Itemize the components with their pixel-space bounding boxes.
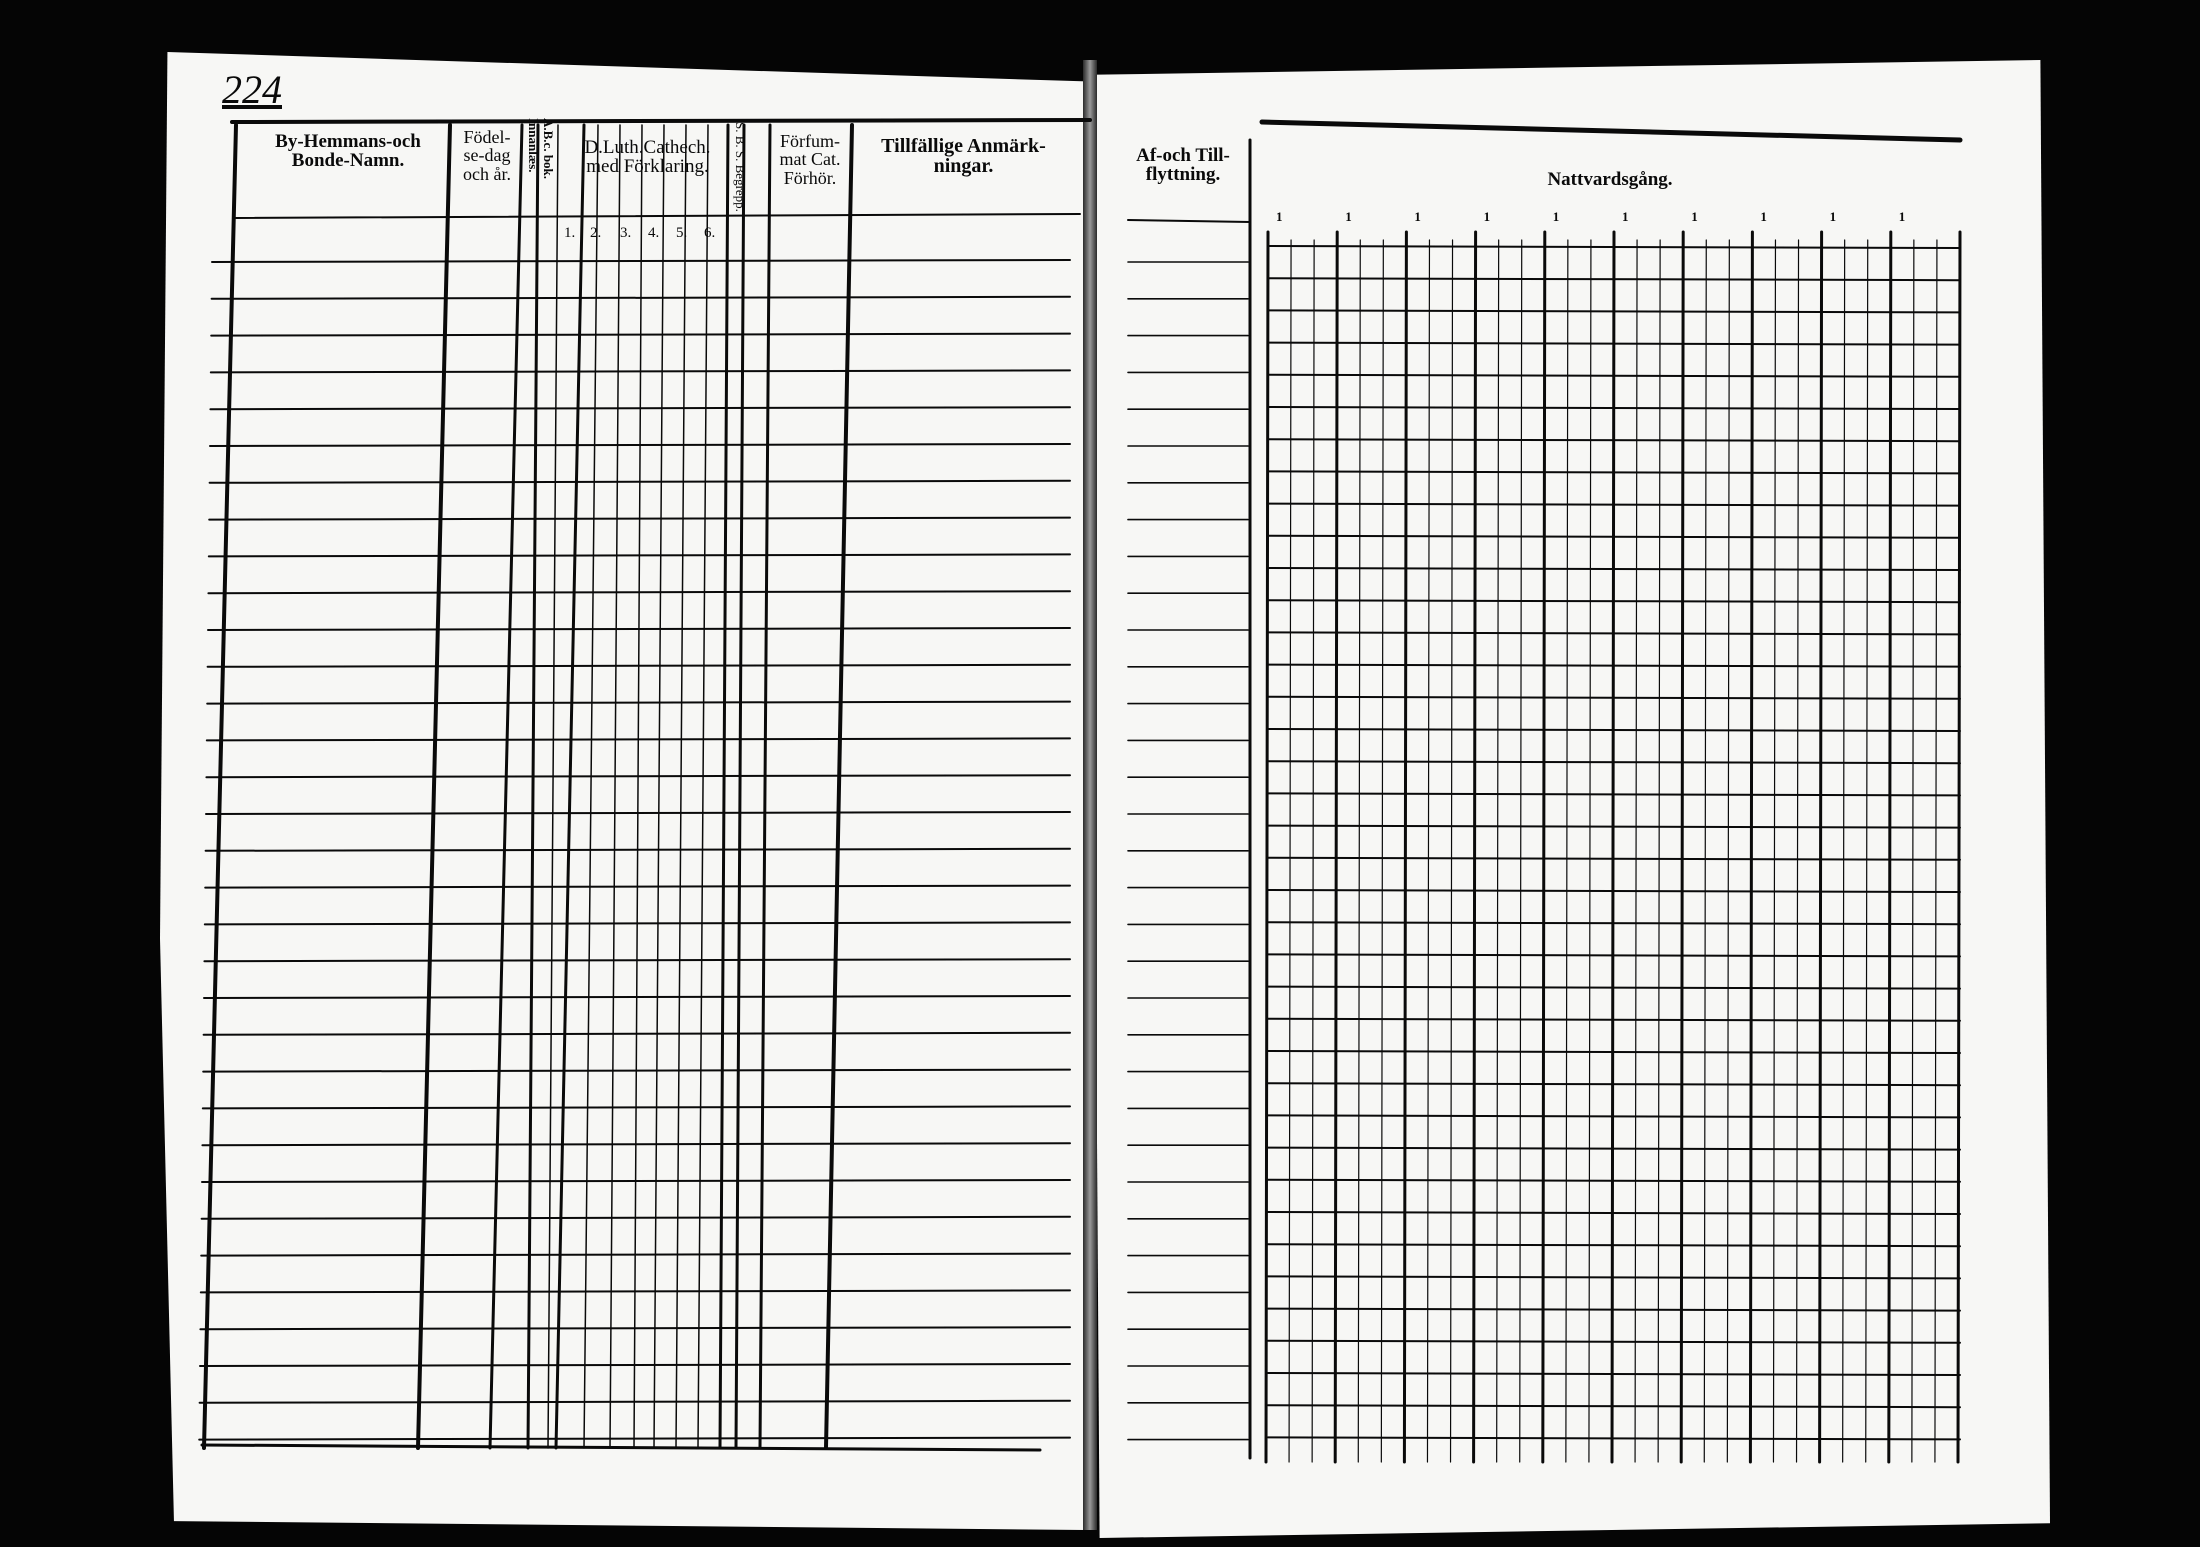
left-column-line bbox=[548, 125, 558, 1448]
nattvard-minor-line bbox=[1635, 240, 1637, 1462]
row-line-left bbox=[204, 996, 1070, 998]
row-line-left bbox=[207, 702, 1070, 704]
nattvard-row-line bbox=[1268, 375, 1960, 377]
left-column-line bbox=[720, 125, 728, 1448]
nattvard-minor-line bbox=[1381, 240, 1383, 1462]
nattvard-row-line bbox=[1268, 1180, 1960, 1182]
nattvard-row-line bbox=[1268, 1437, 1960, 1439]
nattvard-column-mark: 1 bbox=[1829, 209, 1837, 224]
nattvard-column-mark: 1 bbox=[1691, 209, 1698, 224]
nattvard-row-line bbox=[1268, 1341, 1960, 1343]
row-line-left bbox=[206, 849, 1070, 851]
header-inmalsen: Innanlæs. bbox=[526, 118, 541, 173]
nattvard-row-line bbox=[1268, 471, 1960, 473]
nattvard-row-line bbox=[1268, 793, 1960, 795]
nattvard-row-line bbox=[1268, 890, 1960, 892]
nattvard-row-line bbox=[1268, 1115, 1960, 1117]
left-column-line bbox=[528, 125, 538, 1448]
catechism-subcolumn-number: 4. bbox=[648, 225, 660, 241]
left-column-line bbox=[676, 125, 686, 1448]
nattvard-row-line bbox=[1268, 246, 1960, 248]
row-line-left bbox=[203, 1106, 1070, 1108]
nattvard-minor-line bbox=[1658, 240, 1660, 1462]
top-rule-right bbox=[1262, 122, 1960, 140]
row-line-left bbox=[206, 812, 1070, 814]
header-s-b-b-begrepp: S. B. S. Begrepp. bbox=[733, 122, 748, 212]
catechism-subcolumn-number: 1. bbox=[564, 225, 576, 241]
nattvard-row-line bbox=[1268, 278, 1960, 280]
header-abc-bok: A.B.c. bok. bbox=[541, 118, 556, 180]
nattvard-row-line bbox=[1268, 504, 1960, 506]
nattvard-minor-line bbox=[1358, 240, 1360, 1462]
row-line-left bbox=[204, 1033, 1070, 1035]
row-line-left bbox=[202, 1217, 1070, 1219]
header-forfunnat-cat-forhor: Förfum- mat Cat. Förhör. bbox=[779, 131, 841, 188]
row-line-left bbox=[208, 628, 1070, 630]
row-line-left bbox=[211, 370, 1070, 372]
left-column-line bbox=[204, 125, 236, 1448]
left-column-line bbox=[556, 125, 584, 1448]
nattvard-row-line bbox=[1268, 1212, 1960, 1214]
nattvard-row-line bbox=[1268, 858, 1960, 860]
left-column-line bbox=[490, 125, 522, 1448]
left-column-line bbox=[418, 125, 450, 1448]
nattvard-row-line bbox=[1268, 761, 1960, 763]
header-fodelse-dag: Födel- se-dag och år. bbox=[463, 127, 511, 184]
row-line-left bbox=[209, 518, 1070, 520]
nattvard-row-line bbox=[1268, 987, 1960, 989]
row-line-left bbox=[205, 922, 1070, 924]
row-line-left bbox=[212, 260, 1070, 262]
row-line-left bbox=[212, 297, 1070, 299]
nattvard-row-line bbox=[1268, 439, 1960, 441]
nattvard-row-line bbox=[1268, 1244, 1960, 1246]
row-line-left bbox=[210, 407, 1070, 409]
row-line-left bbox=[200, 1364, 1070, 1366]
nattvard-row-line bbox=[1268, 954, 1960, 956]
nattvard-minor-line bbox=[1520, 240, 1522, 1462]
nattvard-minor-line bbox=[1427, 240, 1429, 1462]
bottom-rule-left bbox=[202, 1445, 1040, 1450]
nattvard-minor-line bbox=[1312, 240, 1314, 1462]
row-line-left bbox=[203, 1070, 1070, 1072]
nattvard-column-mark: 1 bbox=[1276, 209, 1283, 224]
nattvard-row-line bbox=[1268, 343, 1960, 345]
row-line-left bbox=[204, 959, 1070, 961]
nattvard-column-mark: 1 bbox=[1414, 209, 1421, 224]
left-column-line bbox=[634, 125, 642, 1448]
nattvard-row-line bbox=[1268, 826, 1960, 828]
nattvard-major-line bbox=[1266, 232, 1268, 1462]
nattvard-column-mark: 1 bbox=[1622, 209, 1629, 224]
nattvard-row-line bbox=[1268, 600, 1960, 602]
nattvard-minor-line bbox=[1566, 240, 1568, 1462]
nattvard-row-line bbox=[1268, 1276, 1960, 1278]
nattvard-row-line bbox=[1268, 697, 1960, 699]
row-line-left bbox=[202, 1143, 1070, 1145]
left-column-line bbox=[584, 125, 598, 1448]
nattvard-column-mark: 1 bbox=[1552, 209, 1560, 224]
nattvard-row-line bbox=[1268, 632, 1960, 634]
nattvard-minor-line bbox=[1589, 240, 1591, 1462]
left-column-line bbox=[698, 125, 708, 1448]
row-line-left bbox=[208, 665, 1070, 667]
header-rule-left bbox=[236, 214, 1080, 218]
nattvard-row-line bbox=[1268, 310, 1960, 312]
nattvard-minor-line bbox=[1704, 240, 1706, 1462]
catechism-subcolumn-number: 6. bbox=[704, 225, 716, 241]
row-line-left bbox=[208, 591, 1070, 593]
nattvard-row-line bbox=[1268, 1373, 1960, 1375]
left-column-line bbox=[826, 125, 852, 1448]
row-line-left bbox=[206, 775, 1070, 777]
nattvard-row-line bbox=[1268, 1309, 1960, 1311]
row-line-left bbox=[205, 886, 1070, 888]
header-d-luth-cathech: D.Luth.Cathech. med Förklaring. bbox=[584, 137, 711, 178]
nattvard-row-line bbox=[1268, 1019, 1960, 1021]
page-number: 224 bbox=[222, 67, 282, 112]
nattvard-row-line bbox=[1268, 1405, 1960, 1407]
left-column-line bbox=[654, 125, 664, 1448]
nattvard-row-line bbox=[1268, 536, 1960, 538]
row-line-left bbox=[200, 1327, 1070, 1329]
nattvard-row-line bbox=[1268, 729, 1960, 731]
row-line-left bbox=[200, 1401, 1070, 1403]
row-line-left bbox=[199, 1438, 1070, 1440]
header-tillfallige-anmarkningar: Tillfällige Anmärk- ningar. bbox=[881, 135, 1046, 178]
header-af-och-tillflyttning: Af-och Till- flyttning. bbox=[1136, 145, 1230, 186]
row-line-left bbox=[202, 1180, 1070, 1182]
nattvard-column-mark: 1 bbox=[1345, 209, 1352, 224]
nattvard-row-line bbox=[1268, 568, 1960, 570]
nattvard-minor-line bbox=[1289, 240, 1291, 1462]
catechism-subcolumn-number: 3. bbox=[620, 225, 632, 241]
top-rule-left bbox=[232, 120, 1090, 122]
nattvard-minor-line bbox=[1497, 240, 1499, 1462]
nattvard-column-mark: 1 bbox=[1898, 209, 1906, 224]
row-line-left bbox=[201, 1290, 1070, 1292]
left-column-line bbox=[610, 125, 620, 1448]
row-line-left bbox=[210, 444, 1070, 446]
nattvard-column-mark: 1 bbox=[1483, 209, 1491, 224]
nattvard-row-line bbox=[1268, 1051, 1960, 1053]
catechism-subcolumn-number: 2. bbox=[590, 225, 602, 241]
header-by-hemmans-och-bonde-namn: By-Hemmans-och Bonde-Namn. bbox=[275, 131, 421, 172]
nattvard-row-line bbox=[1268, 1083, 1960, 1085]
header-rule-right-af bbox=[1128, 220, 1250, 222]
left-column-line bbox=[760, 125, 770, 1448]
nattvard-row-line bbox=[1268, 665, 1960, 667]
nattvard-row-line bbox=[1268, 407, 1960, 409]
row-line-left bbox=[209, 554, 1070, 556]
catechism-subcolumn-number: 5. bbox=[676, 225, 688, 241]
nattvard-column-mark: 1 bbox=[1760, 209, 1767, 224]
row-line-left bbox=[211, 334, 1070, 336]
nattvard-row-line bbox=[1268, 1148, 1960, 1150]
row-line-left bbox=[210, 481, 1070, 483]
row-line-left bbox=[207, 738, 1070, 740]
left-column-line bbox=[736, 125, 744, 1448]
nattvard-row-line bbox=[1268, 922, 1960, 924]
row-line-left bbox=[201, 1254, 1070, 1256]
nattvard-minor-line bbox=[1451, 240, 1453, 1462]
header-nattvardsgang: Nattvardsgång. bbox=[1547, 169, 1673, 190]
